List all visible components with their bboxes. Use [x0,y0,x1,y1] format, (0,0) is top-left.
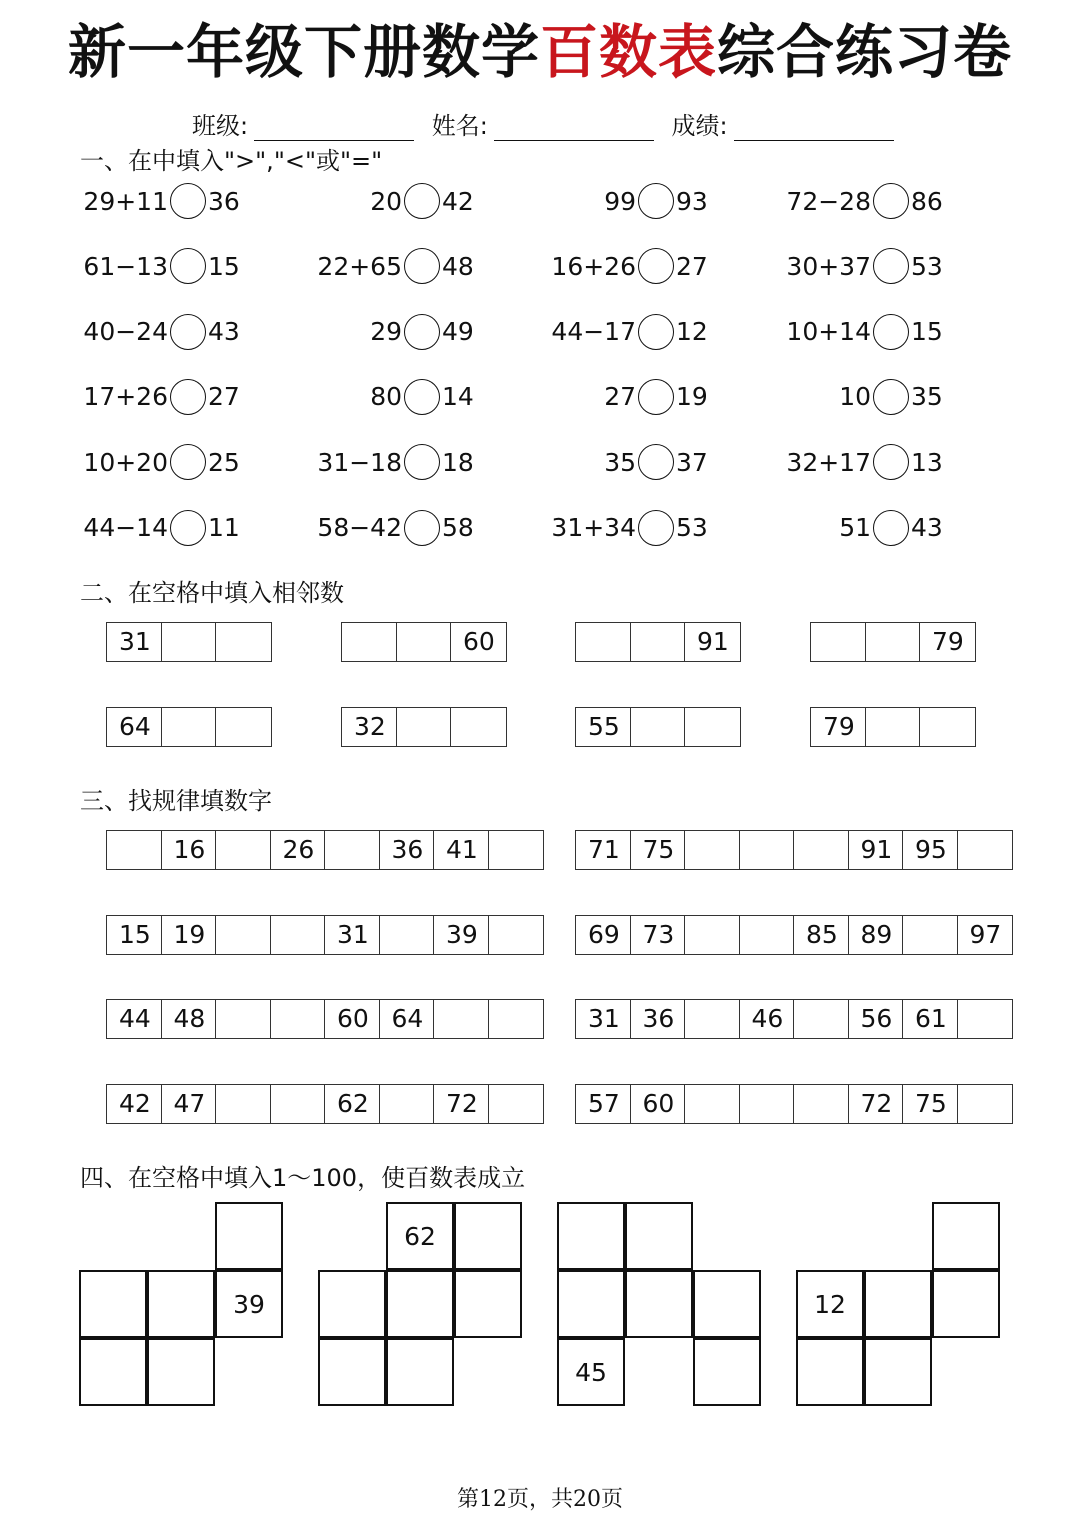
blank-cell[interactable] [489,1000,544,1038]
comparison-item [80,312,240,352]
comparison-item [548,442,708,482]
blank-cell[interactable] [631,623,686,661]
number-cell: 73 [631,916,686,954]
score-field[interactable] [734,116,894,141]
blank-cell[interactable] [796,1338,864,1406]
number-cell: 69 [576,916,631,954]
blank-cell[interactable] [557,1270,625,1338]
blank-cell[interactable] [685,1085,740,1123]
number-cell: 15 [107,916,162,954]
right-value: 43 [208,317,240,347]
adjacent-number-row [106,622,272,662]
left-expression: 31−18 [317,447,402,477]
right-value: 19 [676,382,708,412]
left-expression: 72−28 [786,186,871,216]
right-value: 86 [911,186,943,216]
number-cell: 36 [380,831,435,869]
number-cell: 36 [631,1000,686,1038]
student-info [192,106,904,141]
number-cell: 85 [794,916,849,954]
blank-cell[interactable] [216,916,271,954]
comparison-item [80,508,240,548]
number-cell: 64 [107,708,162,746]
blank-cell[interactable] [811,623,866,661]
blank-cell[interactable] [271,916,326,954]
answer-circle[interactable] [873,314,909,350]
blank-cell[interactable] [162,708,217,746]
left-expression: 61−13 [83,251,168,281]
right-value: 11 [208,513,240,542]
left-expression: 35 [604,447,636,477]
blank-cell[interactable] [685,1000,740,1038]
number-cell: 72 [434,1085,489,1123]
answer-circle[interactable] [170,510,206,546]
blank-cell[interactable] [864,1270,932,1338]
blank-cell[interactable] [318,1338,386,1406]
blank-cell[interactable] [386,1338,454,1406]
blank-cell[interactable] [794,1085,849,1123]
blank-cell[interactable] [864,1338,932,1406]
blank-cell[interactable] [216,1085,271,1123]
comparison-item [80,377,240,417]
right-value: 18 [442,447,474,477]
number-cell: 64 [380,1000,435,1038]
right-value: 15 [911,317,943,347]
blank-cell[interactable] [932,1270,1000,1338]
left-expression: 20 [370,186,402,216]
given-number-cell: 12 [796,1270,864,1338]
blank-cell[interactable] [631,708,686,746]
score-label: 成绩: [671,112,728,140]
answer-circle[interactable] [873,183,909,219]
number-cell: 89 [849,916,904,954]
blank-cell[interactable] [958,1000,1013,1038]
blank-cell[interactable] [693,1338,761,1406]
blank-cell[interactable] [325,831,380,869]
number-cell: 55 [576,708,631,746]
blank-cell[interactable] [216,708,271,746]
right-value: 42 [442,186,474,216]
number-cell: 26 [271,831,326,869]
answer-circle[interactable] [638,183,674,219]
right-value: 13 [911,447,943,477]
number-cell: 60 [631,1085,686,1123]
comparison-item [548,377,708,417]
left-expression: 27 [604,382,636,412]
answer-circle[interactable] [404,379,440,415]
blank-cell[interactable] [107,831,162,869]
number-cell: 61 [903,1000,958,1038]
comparison-item [80,442,240,482]
pattern-row [575,830,1013,870]
number-cell: 31 [325,916,380,954]
blank-cell[interactable] [79,1270,147,1338]
pattern-row [106,830,544,870]
number-cell: 79 [932,627,964,656]
right-value: 35 [911,382,943,412]
left-expression: 80 [370,382,402,412]
section2-heading: 二、在空格中填入相邻数 [80,579,344,607]
number-cell: 19 [162,916,217,954]
left-expression: 51 [839,513,871,542]
right-value: 49 [442,317,474,347]
number-cell: 91 [697,627,729,656]
number-cell: 31 [576,1000,631,1038]
number-cell: 75 [631,831,686,869]
section1-heading: 一、在中填入">","<"或"=" [80,147,383,175]
answer-circle[interactable] [404,314,440,350]
left-expression: 29 [370,317,402,347]
number-cell: 75 [903,1085,958,1123]
right-value: 25 [208,447,240,477]
number-cell: 46 [740,1000,795,1038]
right-value: 53 [676,513,708,542]
blank-cell[interactable] [216,831,271,869]
number-cell: 97 [969,919,1002,949]
left-expression: 44−14 [83,513,168,542]
class-field[interactable] [254,116,414,141]
comparison-item [548,246,708,286]
answer-circle[interactable] [638,248,674,284]
answer-circle[interactable] [170,183,206,219]
answer-circle[interactable] [873,248,909,284]
adjacent-number-row [810,622,976,662]
adjacent-number-row [575,707,741,747]
number-cell: 47 [162,1085,217,1123]
comparison-item [314,377,474,417]
blank-cell[interactable] [958,831,1013,869]
left-expression: 10 [839,382,871,412]
blank-cell[interactable] [740,916,795,954]
blank-cell[interactable] [693,1270,761,1338]
blank-cell[interactable] [576,623,631,661]
left-expression: 40−24 [83,317,168,347]
section3-heading: 三、找规律填数字 [80,787,272,815]
blank-cell[interactable] [147,1270,215,1338]
blank-cell[interactable] [557,1202,625,1270]
blank-cell[interactable] [740,831,795,869]
right-value: 93 [676,186,708,216]
blank-cell[interactable] [625,1270,693,1338]
blank-cell[interactable] [794,831,849,869]
blank-cell[interactable] [866,623,921,661]
adjacent-number-row [810,707,976,747]
number-cell: 48 [162,1000,217,1038]
blank-cell[interactable] [271,1000,326,1038]
left-expression: 32+17 [786,447,871,477]
adjacent-number-row [106,707,272,747]
blank-cell[interactable] [397,708,452,746]
blank-cell[interactable] [397,623,452,661]
left-expression: 30+37 [786,251,871,281]
blank-cell[interactable] [489,1085,544,1123]
left-expression: 10+14 [786,317,871,347]
blank-cell[interactable] [380,916,435,954]
right-value: 58 [442,513,474,542]
right-value: 43 [911,513,943,542]
blank-cell[interactable] [903,916,958,954]
number-cell: 42 [107,1085,162,1123]
title-highlight: 百数表 [539,18,717,86]
given-number-cell: 45 [557,1338,625,1406]
blank-cell[interactable] [216,1000,271,1038]
answer-circle[interactable] [170,314,206,350]
given-number-cell: 39 [215,1270,283,1338]
answer-circle[interactable] [638,379,674,415]
answer-circle[interactable] [638,314,674,350]
pattern-row [106,1084,544,1124]
given-number-cell: 62 [386,1202,454,1270]
comparison-item [548,508,708,548]
answer-circle[interactable] [638,444,674,480]
adjacent-number-row [341,622,507,662]
answer-circle[interactable] [404,248,440,284]
blank-cell[interactable] [958,1085,1013,1123]
blank-cell[interactable] [451,708,506,746]
pattern-row [575,1084,1013,1124]
blank-cell[interactable] [271,1085,326,1123]
left-expression: 10+20 [83,447,168,477]
comparison-item [314,442,474,482]
number-cell: 39 [434,916,489,954]
left-expression: 99 [604,186,636,216]
number-cell: 57 [576,1085,631,1123]
name-label: 姓名: [431,112,488,140]
blank-cell[interactable] [318,1270,386,1338]
number-cell: 60 [325,1000,380,1038]
number-cell: 16 [162,831,217,869]
answer-circle[interactable] [170,444,206,480]
blank-cell[interactable] [386,1270,454,1338]
right-value: 14 [442,382,474,412]
right-value: 12 [676,317,708,347]
blank-cell[interactable] [216,623,271,661]
comparison-item [783,442,943,482]
left-expression: 29+11 [83,186,168,216]
comparison-item [80,181,240,221]
blank-cell[interactable] [215,1202,283,1270]
comparison-item [314,312,474,352]
comparison-item [783,508,943,548]
adjacent-number-row [575,622,741,662]
number-cell: 31 [107,623,162,661]
right-value: 48 [442,251,474,281]
blank-cell[interactable] [454,1202,522,1270]
blank-cell[interactable] [380,1085,435,1123]
number-cell: 71 [576,831,631,869]
right-value: 53 [911,251,943,281]
comparison-item [314,246,474,286]
left-expression: 22+65 [317,251,402,281]
blank-cell[interactable] [794,1000,849,1038]
number-cell: 32 [342,708,397,746]
blank-cell[interactable] [932,1202,1000,1270]
comparison-item [314,181,474,221]
page-title: 新一年级下册数学百数表综合练习卷 [67,18,1013,86]
answer-circle[interactable] [404,183,440,219]
answer-circle[interactable] [638,510,674,546]
number-cell: 95 [903,831,958,869]
blank-cell[interactable] [79,1338,147,1406]
left-expression: 16+26 [551,251,636,281]
comparison-item [548,312,708,352]
right-value: 36 [208,186,240,216]
page-footer: 第12页，共20页 [457,1487,623,1512]
blank-cell[interactable] [434,1000,489,1038]
right-value: 27 [208,382,240,412]
right-value: 27 [676,251,708,281]
left-expression: 58−42 [317,513,402,542]
comparison-item [783,312,943,352]
left-expression: 44−17 [551,317,636,347]
number-cell: 60 [463,627,495,656]
pattern-row [575,915,1013,955]
answer-circle[interactable] [170,379,206,415]
pattern-row [575,999,1013,1039]
number-cell: 91 [849,831,904,869]
blank-cell[interactable] [489,916,544,954]
section4-heading: 四、在空格中填入1～100，使百数表成立 [80,1164,526,1192]
blank-cell[interactable] [920,708,975,746]
right-value: 37 [676,447,708,477]
number-cell: 41 [434,831,489,869]
adjacent-number-row [341,707,507,747]
class-label: 班级: [192,112,249,140]
answer-circle[interactable] [404,510,440,546]
blank-cell[interactable] [489,831,544,869]
answer-circle[interactable] [873,510,909,546]
number-cell: 44 [107,1000,162,1038]
blank-cell[interactable] [685,831,740,869]
blank-cell[interactable] [740,1085,795,1123]
comparison-item [314,508,474,548]
comparison-item [783,181,943,221]
pattern-row [106,999,544,1039]
blank-cell[interactable] [147,1338,215,1406]
answer-circle[interactable] [170,248,206,284]
answer-circle[interactable] [404,444,440,480]
blank-cell[interactable] [625,1202,693,1270]
left-expression: 17+26 [83,382,168,412]
right-value: 15 [208,251,240,281]
comparison-item [548,181,708,221]
left-expression: 31+34 [551,513,636,542]
comparison-item [783,246,943,286]
name-field[interactable] [494,116,654,141]
blank-cell[interactable] [454,1270,522,1338]
blank-cell[interactable] [866,708,921,746]
blank-cell[interactable] [685,916,740,954]
blank-cell[interactable] [162,623,217,661]
number-cell: 79 [811,708,866,746]
number-cell: 56 [849,1000,904,1038]
comparison-item [783,377,943,417]
answer-circle[interactable] [873,444,909,480]
blank-cell[interactable] [342,623,397,661]
pattern-row [106,915,544,955]
number-cell: 62 [325,1085,380,1123]
blank-cell[interactable] [685,708,740,746]
number-cell: 72 [849,1085,904,1123]
answer-circle[interactable] [873,379,909,415]
comparison-item [80,246,240,286]
